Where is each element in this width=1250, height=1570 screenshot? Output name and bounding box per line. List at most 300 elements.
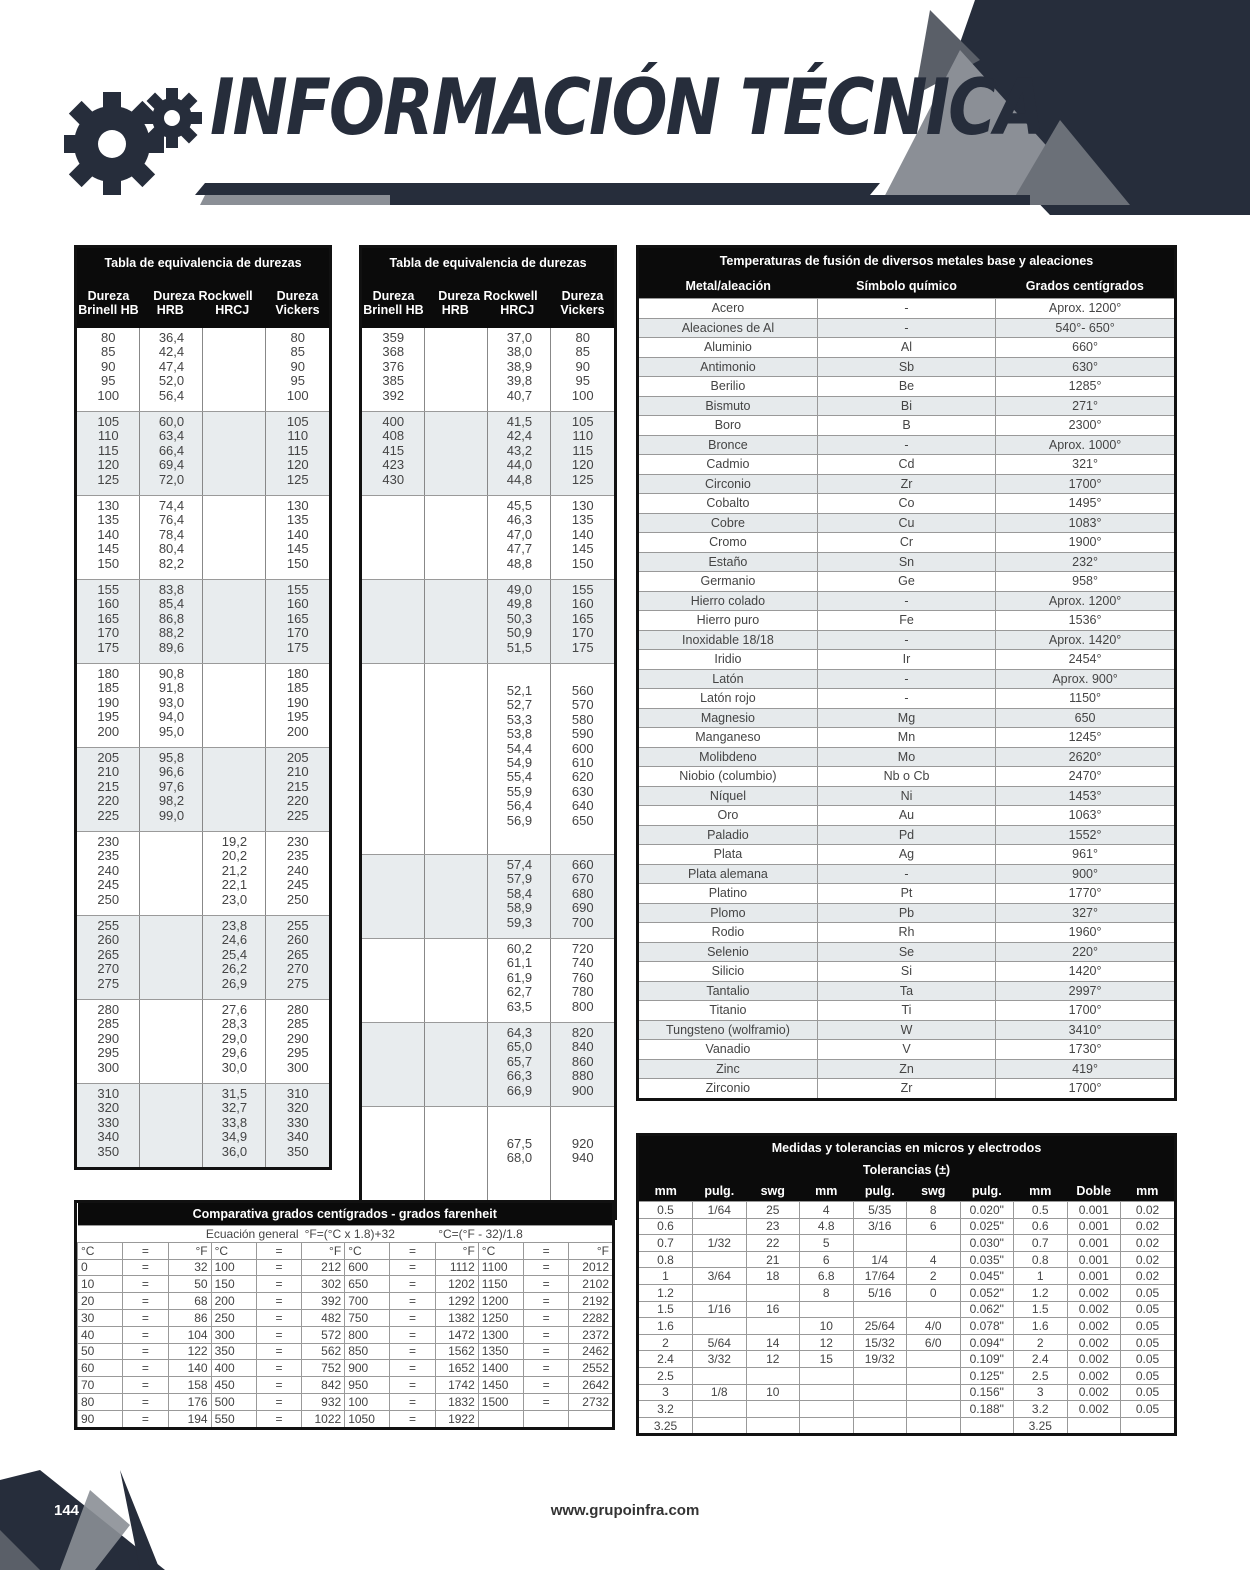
table-cell: 12: [800, 1334, 854, 1351]
equals-cell: =: [390, 1360, 435, 1377]
table-cell: Zr: [817, 1079, 995, 1098]
column-header: swg: [907, 1181, 961, 1202]
table-row: [639, 669, 1174, 689]
table-cell: Cu: [817, 513, 995, 533]
table-cell: 1900°: [996, 533, 1174, 553]
table-caption: Tabla de equivalencia de durezas: [362, 248, 614, 278]
table-cell: Iridio: [639, 650, 817, 670]
table-row: [78, 1309, 613, 1326]
fahrenheit-cell: 2552: [569, 1360, 612, 1377]
table-cell: Plata: [639, 845, 817, 865]
column-header: mm: [1014, 1181, 1068, 1202]
table-cell: [693, 1318, 747, 1335]
table-cell: 45,5 46,3 47,0 47,7 48,8: [488, 496, 551, 580]
table-cell: 41,5 42,4 43,2 44,0 44,8: [488, 412, 551, 496]
table-cell: 0.8: [1014, 1251, 1068, 1268]
equals-cell: =: [256, 1360, 301, 1377]
fahrenheit-cell: 1112: [435, 1259, 478, 1276]
table-cell: Latón: [639, 669, 817, 689]
fahrenheit-cell: 2192: [569, 1293, 612, 1310]
fahrenheit-cell: 68: [168, 1293, 211, 1310]
table-cell: 0.02: [1121, 1251, 1175, 1268]
hardness-table-right: [359, 245, 617, 1220]
table-cell: Ti: [817, 1001, 995, 1021]
table-cell: 958°: [996, 572, 1174, 592]
fahrenheit-cell: 1292: [435, 1293, 478, 1310]
table-cell: 0.002: [1067, 1384, 1121, 1401]
table-row: [639, 845, 1174, 865]
table-cell: 1/64: [693, 1202, 747, 1219]
table-cell: Cromo: [639, 533, 817, 553]
fahrenheit-cell: 562: [302, 1343, 345, 1360]
table-row: [639, 572, 1174, 592]
table-cell: [853, 1235, 907, 1252]
table-cell: [746, 1417, 800, 1433]
table-cell: Ge: [817, 572, 995, 592]
table-row: [639, 338, 1174, 358]
table-cell: 0.05: [1121, 1401, 1175, 1418]
table-cell: 820 840 860 880 900: [551, 1023, 614, 1107]
table-cell: [746, 1318, 800, 1335]
table-cell: [853, 1301, 907, 1318]
table-row: [639, 552, 1174, 572]
table-cell: 280 285 290 295 300: [266, 1000, 329, 1084]
table-cell: Bronce: [639, 435, 817, 455]
table-cell: 961°: [996, 845, 1174, 865]
table-cell: [140, 1084, 203, 1168]
unit-label: °C: [345, 1242, 390, 1259]
table-cell: 0.002: [1067, 1401, 1121, 1418]
table-row: [362, 328, 614, 412]
table-row: [639, 1251, 1174, 1268]
table-cell: -: [817, 435, 995, 455]
table-cell: 0.002: [1067, 1334, 1121, 1351]
table-row: [639, 533, 1174, 553]
celsius-cell: 1450: [478, 1377, 523, 1394]
table-cell: 2300°: [996, 416, 1174, 436]
table-row: [78, 1326, 613, 1343]
table-cell: 1285°: [996, 377, 1174, 397]
table-cell: Tungsteno (wolframio): [639, 1020, 817, 1040]
table-cell: 74,4 76,4 78,4 80,4 82,2: [140, 496, 203, 580]
table-cell: 25: [746, 1202, 800, 1219]
table-cell: [1121, 1417, 1175, 1433]
table-cell: [203, 496, 266, 580]
table-cell: 1/4: [853, 1251, 907, 1268]
table-cell: Rh: [817, 923, 995, 943]
table-cell: Mo: [817, 747, 995, 767]
table-cell: [362, 855, 425, 939]
table-cell: Pb: [817, 903, 995, 923]
table-cell: Berilio: [639, 377, 817, 397]
equals-cell: =: [524, 1393, 569, 1410]
celsius-cell: 300: [211, 1326, 256, 1343]
table-cell: 1245°: [996, 728, 1174, 748]
table-cell: 0.078": [960, 1318, 1014, 1335]
table-cell: 15: [800, 1351, 854, 1368]
table-cell: Ta: [817, 981, 995, 1001]
table-cell: [853, 1384, 907, 1401]
table-cell: 21: [746, 1251, 800, 1268]
celsius-cell: 1200: [478, 1293, 523, 1310]
table-row: [77, 580, 329, 664]
fahrenheit-cell: [569, 1410, 612, 1426]
table-cell: 0.188": [960, 1401, 1014, 1418]
equals-cell: [524, 1410, 569, 1426]
celsius-cell: 70: [78, 1377, 123, 1394]
fahrenheit-cell: 932: [302, 1393, 345, 1410]
table-row: [77, 496, 329, 580]
table-cell: [693, 1401, 747, 1418]
table-cell: Tantalio: [639, 981, 817, 1001]
table-cell: 130 135 140 145 150: [77, 496, 140, 580]
table-cell: 1700°: [996, 1001, 1174, 1021]
table-cell: -: [817, 630, 995, 650]
table-cell: 0.02: [1121, 1268, 1175, 1285]
table-row: [639, 474, 1174, 494]
table-cell: Platino: [639, 884, 817, 904]
table-row: [639, 1001, 1174, 1021]
table-cell: 630°: [996, 357, 1174, 377]
table-cell: -: [817, 864, 995, 884]
celsius-cell: 40: [78, 1326, 123, 1343]
fahrenheit-cell: 2462: [569, 1343, 612, 1360]
table-cell: [800, 1301, 854, 1318]
table-cell: 205 210 215 220 225: [266, 748, 329, 832]
fahrenheit-cell: 482: [302, 1309, 345, 1326]
table-row: [639, 1417, 1174, 1433]
table-cell: 310 320 330 340 350: [266, 1084, 329, 1168]
fahrenheit-cell: 1022: [302, 1410, 345, 1426]
table-row: [362, 496, 614, 580]
celsius-cell: 200: [211, 1293, 256, 1310]
table-cell: 1.5: [1014, 1301, 1068, 1318]
equals-cell: =: [256, 1293, 301, 1310]
formula-f: °F=(°C x 1.8)+32: [302, 1226, 436, 1243]
table-cell: 1.5: [639, 1301, 693, 1318]
table-cell: 3.2: [639, 1401, 693, 1418]
table-row: [639, 825, 1174, 845]
table-cell: -: [817, 591, 995, 611]
unit-label: °F: [302, 1242, 345, 1259]
table-cell: [362, 580, 425, 664]
celsius-cell: 1250: [478, 1309, 523, 1326]
table-cell: 0.001: [1067, 1268, 1121, 1285]
table-cell: 67,5 68,0: [488, 1107, 551, 1218]
table-cell: 14: [746, 1334, 800, 1351]
table-cell: Ir: [817, 650, 995, 670]
unit-label: °C: [78, 1242, 123, 1259]
celsius-cell: 400: [211, 1360, 256, 1377]
table-cell: 540°- 650°: [996, 318, 1174, 338]
table-cell: 660 670 680 690 700: [551, 855, 614, 939]
table-cell: 80 85 90 95 100: [266, 328, 329, 412]
table-cell: [800, 1367, 854, 1384]
equals-cell: =: [524, 1259, 569, 1276]
equals-cell: =: [524, 1360, 569, 1377]
table-cell: [907, 1301, 961, 1318]
table-cell: 0.020": [960, 1202, 1014, 1219]
table-cell: [140, 1000, 203, 1084]
table-cell: [425, 412, 488, 496]
table-cell: 2997°: [996, 981, 1174, 1001]
table-cell: 280 285 290 295 300: [77, 1000, 140, 1084]
celsius-cell: 950: [345, 1377, 390, 1394]
table-cell: 155 160 165 170 175: [266, 580, 329, 664]
table-cell: 23: [746, 1218, 800, 1235]
celsius-cell: 900: [345, 1360, 390, 1377]
table-cell: 0.002: [1067, 1301, 1121, 1318]
temperature-conversion-table: [74, 1200, 615, 1430]
table-row: [639, 923, 1174, 943]
table-cell: 49,0 49,8 50,3 50,9 51,5: [488, 580, 551, 664]
table-row: [78, 1360, 613, 1377]
equals-cell: =: [390, 1326, 435, 1343]
table-cell: 5: [800, 1235, 854, 1252]
column-header: mm: [1121, 1181, 1175, 1202]
table-cell: [203, 328, 266, 412]
table-cell: Acero: [639, 299, 817, 319]
table-cell: 0.001: [1067, 1218, 1121, 1235]
celsius-cell: 1300: [478, 1326, 523, 1343]
equals-cell: =: [256, 1410, 301, 1426]
table-cell: Se: [817, 942, 995, 962]
table-row: [639, 494, 1174, 514]
fahrenheit-cell: 1382: [435, 1309, 478, 1326]
equals-cell: =: [390, 1259, 435, 1276]
table-cell: 23,8 24,6 25,4 26,2 26,9: [203, 916, 266, 1000]
table-cell: Boro: [639, 416, 817, 436]
celsius-cell: 10: [78, 1276, 123, 1293]
table-row: [639, 318, 1174, 338]
fahrenheit-cell: 1742: [435, 1377, 478, 1394]
table-cell: Cobre: [639, 513, 817, 533]
celsius-cell: 250: [211, 1309, 256, 1326]
table-cell: 0.02: [1121, 1235, 1175, 1252]
table-cell: Zr: [817, 474, 995, 494]
table-cell: 4: [800, 1202, 854, 1219]
table-row: [639, 1235, 1174, 1252]
table-row: [78, 1276, 613, 1293]
table-row: [362, 664, 614, 855]
table-cell: 10: [800, 1318, 854, 1335]
equals-cell: =: [123, 1360, 168, 1377]
equals-cell: =: [256, 1377, 301, 1394]
table-cell: [425, 328, 488, 412]
table-cell: 3.2: [1014, 1401, 1068, 1418]
table-cell: 83,8 85,4 86,8 88,2 89,6: [140, 580, 203, 664]
table-row: [639, 981, 1174, 1001]
table-row: [639, 377, 1174, 397]
table-cell: [425, 939, 488, 1023]
column-header: Dureza Rockwell HRB HRCJ: [140, 278, 266, 328]
table-cell: 95,8 96,6 97,6 98,2 99,0: [140, 748, 203, 832]
celsius-cell: 1350: [478, 1343, 523, 1360]
fahrenheit-cell: 572: [302, 1326, 345, 1343]
table-cell: 6: [907, 1218, 961, 1235]
celsius-cell: 350: [211, 1343, 256, 1360]
table-cell: 1063°: [996, 806, 1174, 826]
equals-cell: =: [123, 1276, 168, 1293]
table-cell: 1/32: [693, 1235, 747, 1252]
equals-cell: =: [123, 1377, 168, 1394]
table-cell: [203, 748, 266, 832]
equals-cell: =: [390, 1410, 435, 1426]
celsius-cell: 30: [78, 1309, 123, 1326]
table-cell: 2.4: [639, 1351, 693, 1368]
table-cell: 1150°: [996, 689, 1174, 709]
celsius-cell: 50: [78, 1343, 123, 1360]
formula-c: °C=(°F - 32)/1.8: [435, 1226, 612, 1243]
table-row: [78, 1410, 613, 1426]
table-cell: 130 135 140 145 150: [266, 496, 329, 580]
unit-label: °C: [211, 1242, 256, 1259]
table-row: [78, 1377, 613, 1394]
table-cell: 0.05: [1121, 1318, 1175, 1335]
table-cell: [425, 855, 488, 939]
equals-cell: =: [123, 1309, 168, 1326]
footer-url[interactable]: www.grupoinfra.com: [550, 1502, 700, 1519]
column-header: Doble: [1067, 1181, 1121, 1202]
column-header: Grados centígrados: [996, 274, 1174, 299]
table-cell: 0.001: [1067, 1202, 1121, 1219]
table-cell: 60,0 63,4 66,4 69,4 72,0: [140, 412, 203, 496]
table-cell: 310 320 330 340 350: [77, 1084, 140, 1168]
micros-electrodes-table: [636, 1133, 1177, 1436]
fahrenheit-cell: 50: [168, 1276, 211, 1293]
table-cell: [203, 664, 266, 748]
table-cell: 230 235 240 245 250: [77, 832, 140, 916]
table-cell: [853, 1401, 907, 1418]
unit-label: °F: [168, 1242, 211, 1259]
table-cell: [960, 1417, 1014, 1433]
table-cell: 3410°: [996, 1020, 1174, 1040]
table-cell: [907, 1351, 961, 1368]
equals-cell: =: [123, 1259, 168, 1276]
table-row: [639, 416, 1174, 436]
table-cell: B: [817, 416, 995, 436]
table-cell: [907, 1235, 961, 1252]
table-cell: Zinc: [639, 1059, 817, 1079]
table-cell: [746, 1367, 800, 1384]
table-cell: Magnesio: [639, 708, 817, 728]
table-row: [639, 1040, 1174, 1060]
table-cell: 271°: [996, 396, 1174, 416]
fahrenheit-cell: 302: [302, 1276, 345, 1293]
table-cell: 1/8: [693, 1384, 747, 1401]
equals-cell: =: [123, 1410, 168, 1426]
table-row: [362, 580, 614, 664]
table-cell: 5/35: [853, 1202, 907, 1219]
table-row: [639, 513, 1174, 533]
fusion-temperature-table: [636, 245, 1177, 1101]
table-cell: Latón rojo: [639, 689, 817, 709]
table-cell: Aprox. 1000°: [996, 435, 1174, 455]
table-cell: 650: [996, 708, 1174, 728]
table-row: [639, 591, 1174, 611]
table-cell: 1700°: [996, 1079, 1174, 1098]
column-header: Dureza Brinell HB: [362, 278, 425, 328]
equals-cell: =: [524, 1309, 569, 1326]
equals-cell: =: [524, 1377, 569, 1394]
table-cell: 0.002: [1067, 1351, 1121, 1368]
table-cell: 2620°: [996, 747, 1174, 767]
table-row: [77, 1000, 329, 1084]
table-cell: Manganeso: [639, 728, 817, 748]
table-cell: Sb: [817, 357, 995, 377]
table-cell: 3/64: [693, 1268, 747, 1285]
table-row: [639, 1202, 1174, 1219]
table-cell: Au: [817, 806, 995, 826]
table-cell: 0.109": [960, 1351, 1014, 1368]
fahrenheit-cell: 140: [168, 1360, 211, 1377]
table-cell: 560 570 580 590 600 610 620 630 640 650: [551, 664, 614, 855]
table-cell: [853, 1417, 907, 1433]
table-row: [639, 455, 1174, 475]
table-cell: [140, 832, 203, 916]
table-cell: 12: [746, 1351, 800, 1368]
table-cell: 3: [1014, 1384, 1068, 1401]
table-cell: 400 408 415 423 430: [362, 412, 425, 496]
fahrenheit-cell: 2732: [569, 1393, 612, 1410]
unit-label: =: [256, 1242, 301, 1259]
table-row: [77, 412, 329, 496]
table-row: [639, 942, 1174, 962]
table-cell: 1495°: [996, 494, 1174, 514]
fahrenheit-cell: 1562: [435, 1343, 478, 1360]
table-cell: 1700°: [996, 474, 1174, 494]
table-cell: 22: [746, 1235, 800, 1252]
celsius-cell: 1050: [345, 1410, 390, 1426]
table-cell: 0.05: [1121, 1284, 1175, 1301]
table-cell: 1770°: [996, 884, 1174, 904]
table-cell: 0.125": [960, 1367, 1014, 1384]
table-row: [639, 396, 1174, 416]
fahrenheit-cell: 1472: [435, 1326, 478, 1343]
table-cell: [907, 1417, 961, 1433]
table-cell: 1: [639, 1268, 693, 1285]
table-row: [362, 1023, 614, 1107]
celsius-cell: 1400: [478, 1360, 523, 1377]
table-cell: 419°: [996, 1059, 1174, 1079]
celsius-cell: [478, 1410, 523, 1426]
table-cell: -: [817, 299, 995, 319]
table-cell: 180 185 190 195 200: [266, 664, 329, 748]
fahrenheit-cell: 2102: [569, 1276, 612, 1293]
table-cell: 37,0 38,0 38,9 39,8 40,7: [488, 328, 551, 412]
table-cell: Si: [817, 962, 995, 982]
table-cell: Aprox. 900°: [996, 669, 1174, 689]
fahrenheit-cell: 212: [302, 1259, 345, 1276]
celsius-cell: 100: [211, 1259, 256, 1276]
table-cell: Mn: [817, 728, 995, 748]
celsius-cell: 20: [78, 1293, 123, 1310]
celsius-cell: 90: [78, 1410, 123, 1426]
table-row: [78, 1393, 613, 1410]
table-cell: 6.8: [800, 1268, 854, 1285]
table-cell: 0.045": [960, 1268, 1014, 1285]
fahrenheit-cell: 2282: [569, 1309, 612, 1326]
table-cell: Bismuto: [639, 396, 817, 416]
table-cell: [907, 1384, 961, 1401]
table-row: [639, 1318, 1174, 1335]
table-cell: V: [817, 1040, 995, 1060]
table-cell: 0.05: [1121, 1367, 1175, 1384]
table-cell: Rodio: [639, 923, 817, 943]
table-cell: [425, 1023, 488, 1107]
table-cell: [800, 1384, 854, 1401]
table-cell: 105 110 115 120 125: [266, 412, 329, 496]
